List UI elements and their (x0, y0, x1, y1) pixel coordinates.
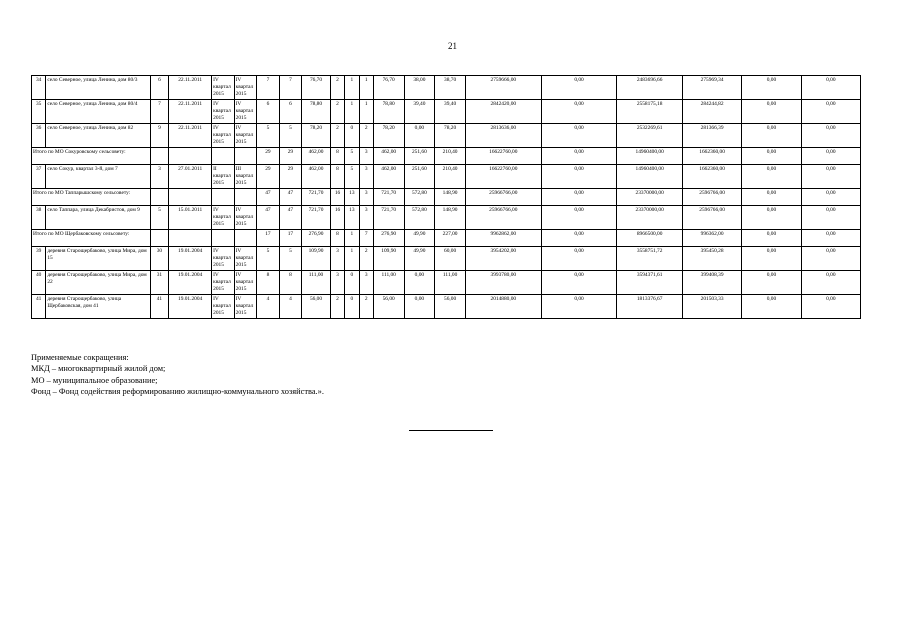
table-cell: 0,00 (742, 189, 801, 206)
table-cell: 0,00 (541, 271, 617, 295)
table-cell: 29 (257, 148, 280, 165)
table-cell: 23370000,00 (617, 189, 683, 206)
table-cell: 2 (359, 295, 373, 319)
table-cell: 0,00 (541, 100, 617, 124)
table-cell: 56,00 (302, 295, 331, 319)
empty-cell (212, 148, 235, 165)
table-cell: 60,00 (435, 247, 466, 271)
table-cell: 0,00 (801, 165, 860, 189)
table-cell: 8 (330, 165, 344, 189)
table-cell: 25966766,00 (465, 189, 541, 206)
table-cell: IV квартал 2015 (234, 124, 257, 148)
table-cell: 0,00 (801, 206, 860, 230)
table-cell: 1 (359, 100, 373, 124)
table-cell: 16 (330, 189, 344, 206)
row-number: 41 (32, 295, 46, 319)
table-cell: 0 (345, 124, 359, 148)
table-cell: 3 (359, 206, 373, 230)
address-cell: село Северное, улица Ленина, дом 80/4 (46, 100, 150, 124)
table-cell: 227,00 (435, 230, 466, 247)
table-cell: 111,00 (435, 271, 466, 295)
table-cell: 49,90 (404, 230, 435, 247)
row-number: 40 (32, 271, 46, 295)
table-cell: 996362,00 (682, 230, 741, 247)
table-cell: 251,60 (404, 165, 435, 189)
table-cell: 395450,28 (682, 247, 741, 271)
table-cell: IV квартал 2015 (212, 295, 235, 319)
table-cell: 30 (150, 247, 168, 271)
table-cell: 47 (257, 206, 280, 230)
table-cell: 38,70 (435, 76, 466, 100)
table-cell: 111,00 (373, 271, 404, 295)
table-cell: 721,70 (302, 206, 331, 230)
table-cell: 399408,39 (682, 271, 741, 295)
table-cell: 3993780,00 (465, 271, 541, 295)
empty-cell (169, 189, 212, 206)
table-cell: 276,90 (373, 230, 404, 247)
table-cell: 29 (279, 165, 302, 189)
table-cell: 0,00 (801, 271, 860, 295)
empty-cell (234, 189, 257, 206)
table-cell: 0,00 (541, 230, 617, 247)
table-cell: IV квартал 2015 (212, 100, 235, 124)
housing-program-table (31, 75, 861, 319)
table-cell: 0,00 (801, 295, 860, 319)
table-cell: 284244,82 (682, 100, 741, 124)
table-cell: 462,00 (302, 165, 331, 189)
table-cell: IV квартал 2015 (212, 247, 235, 271)
empty-cell (150, 148, 168, 165)
table-cell: 0,00 (742, 247, 801, 271)
table-cell: 19.01.2004 (169, 271, 212, 295)
table-cell: 109,90 (302, 247, 331, 271)
table-cell: 3558751,72 (617, 247, 683, 271)
table-cell: 0,00 (801, 189, 860, 206)
table-cell: 19.01.2004 (169, 295, 212, 319)
table-cell: 462,00 (373, 148, 404, 165)
table-cell: 2532269,61 (617, 124, 683, 148)
subtotal-row (32, 230, 861, 247)
table-cell: 39,40 (404, 100, 435, 124)
table-cell: 3 (150, 165, 168, 189)
table-cell: 8 (330, 230, 344, 247)
table-cell: 47 (279, 189, 302, 206)
table-cell: 5 (279, 247, 302, 271)
table-cell: 2596766,00 (682, 189, 741, 206)
table-cell: 1 (345, 230, 359, 247)
table-cell: 47 (257, 189, 280, 206)
table-cell: 49,90 (404, 247, 435, 271)
table-cell: 2596766,00 (682, 206, 741, 230)
subtotal-label: Итого по МО Таппарышскому сельсовету: (32, 189, 151, 206)
address-cell: село Северное, улица Ленина, дом 82 (46, 124, 150, 148)
table-cell: 0,00 (742, 100, 801, 124)
table-cell: 78,80 (373, 100, 404, 124)
table-cell: 25966766,00 (465, 206, 541, 230)
table-cell: 0 (345, 295, 359, 319)
table-cell: 76,70 (302, 76, 331, 100)
table-cell: 281366,39 (682, 124, 741, 148)
table-cell: 2 (330, 76, 344, 100)
table-cell: II квартал 2015 (212, 165, 235, 189)
table-row (32, 124, 861, 148)
table-cell: IV квартал 2015 (234, 76, 257, 100)
table-cell: 47 (279, 206, 302, 230)
table-cell: 572,80 (404, 189, 435, 206)
table-cell: 3954202,00 (465, 247, 541, 271)
empty-cell (169, 148, 212, 165)
table-cell: 6 (257, 100, 280, 124)
table-cell: 3 (359, 165, 373, 189)
table-cell: 1 (345, 100, 359, 124)
table-cell: 3 (330, 247, 344, 271)
table-cell: 0,00 (541, 247, 617, 271)
table-cell: 23370000,00 (617, 206, 683, 230)
table-row (32, 206, 861, 230)
table-cell: 572,80 (404, 206, 435, 230)
table-cell: 8 (279, 271, 302, 295)
table-cell: 2813636,00 (465, 124, 541, 148)
table-cell: 5 (257, 247, 280, 271)
table-cell: 148,90 (435, 189, 466, 206)
table-cell: 0,00 (742, 271, 801, 295)
table-cell: 9 (150, 124, 168, 148)
table-cell: 78,20 (373, 124, 404, 148)
table-row (32, 76, 861, 100)
table-cell: 0,00 (404, 271, 435, 295)
table-cell: 0,00 (541, 206, 617, 230)
table-cell: 0,00 (541, 76, 617, 100)
table-cell: 2483696,66 (617, 76, 683, 100)
table-cell: 1 (345, 247, 359, 271)
table-cell: 0,00 (541, 148, 617, 165)
table-cell: 13 (345, 206, 359, 230)
table-cell: 6 (279, 100, 302, 124)
table-cell: 56,00 (373, 295, 404, 319)
row-number: 38 (32, 206, 46, 230)
table-cell: 2014880,00 (465, 295, 541, 319)
table-cell: 1 (359, 76, 373, 100)
table-cell: 41 (150, 295, 168, 319)
table-cell: 78,20 (302, 124, 331, 148)
table-cell: 5 (150, 206, 168, 230)
table-cell: 462,00 (373, 165, 404, 189)
table-cell: 1662360,00 (682, 148, 741, 165)
table-cell: 8 (330, 148, 344, 165)
table-cell: 0,00 (801, 230, 860, 247)
table-cell: 6 (150, 76, 168, 100)
table-row (32, 295, 861, 319)
table-cell: 0,00 (801, 148, 860, 165)
subtotal-row (32, 148, 861, 165)
abbreviation-mkd: МКД – многоквартирный жилой дом; (31, 364, 166, 374)
address-cell: деревня Старощербаково, улица Мира, дом 22 (46, 271, 150, 295)
table-cell: 2 (359, 124, 373, 148)
table-cell: 17 (279, 230, 302, 247)
table-cell: 721,70 (373, 206, 404, 230)
table-cell: 3 (359, 148, 373, 165)
table-cell: 0,00 (742, 165, 801, 189)
table-cell: 0,00 (801, 76, 860, 100)
table-cell: 13 (345, 189, 359, 206)
table-cell: 78,20 (435, 124, 466, 148)
table-cell: 39,40 (435, 100, 466, 124)
table-cell: 22.11.2011 (169, 76, 212, 100)
table-cell: 27.01.2011 (169, 165, 212, 189)
table-cell: 16622760,00 (465, 148, 541, 165)
table-cell: 3 (359, 271, 373, 295)
table-cell: 2842420,00 (465, 100, 541, 124)
table-cell: 1 (345, 76, 359, 100)
empty-cell (234, 148, 257, 165)
empty-cell (150, 230, 168, 247)
table-cell: 0,00 (404, 295, 435, 319)
empty-cell (234, 230, 257, 247)
table-row (32, 271, 861, 295)
abbreviations-heading: Применяемые сокращения: (31, 353, 129, 362)
table-cell: 0,00 (541, 124, 617, 148)
table-cell: 22.11.2011 (169, 100, 212, 124)
table-cell: 0,00 (541, 165, 617, 189)
table-cell: IV квартал 2015 (212, 206, 235, 230)
table-cell: IV квартал 2015 (234, 271, 257, 295)
row-number: 35 (32, 100, 46, 124)
table-cell: IV квартал 2015 (212, 124, 235, 148)
table-cell: 0,00 (404, 124, 435, 148)
table-cell: 9962862,00 (465, 230, 541, 247)
table-cell: 29 (257, 165, 280, 189)
table-cell: 7 (150, 100, 168, 124)
subtotal-label: Итого по МО Сокуровскому сельсовету: (32, 148, 151, 165)
address-cell: деревня Старощербаково, улица Щербаковская, дом 41 (46, 295, 150, 319)
table-cell: 14960400,00 (617, 148, 683, 165)
table-cell: 17 (257, 230, 280, 247)
table-cell: 2759666,00 (465, 76, 541, 100)
table-cell: 4 (257, 295, 280, 319)
end-divider (409, 430, 493, 431)
table-cell: 0,00 (742, 206, 801, 230)
table-cell: 7 (359, 230, 373, 247)
table-cell: 2 (330, 100, 344, 124)
table-cell: III квартал 2015 (234, 165, 257, 189)
table-row (32, 100, 861, 124)
table-cell: 0,00 (742, 230, 801, 247)
table-cell: 19.01.2004 (169, 247, 212, 271)
table-cell: 7 (279, 76, 302, 100)
table-cell: IV квартал 2015 (212, 271, 235, 295)
table-cell: 2 (330, 295, 344, 319)
table-row (32, 165, 861, 189)
empty-cell (212, 189, 235, 206)
table-cell: 2558175,18 (617, 100, 683, 124)
table-cell: IV квартал 2015 (234, 100, 257, 124)
table-cell: 5 (279, 124, 302, 148)
table-cell: 109,90 (373, 247, 404, 271)
table-cell: 276,90 (302, 230, 331, 247)
table-cell: 111,00 (302, 271, 331, 295)
table-cell: 2 (359, 247, 373, 271)
abbreviation-mo: МО – муниципальное образование; (31, 375, 158, 385)
table-cell: 1813376,67 (617, 295, 683, 319)
table-cell: 3594371,61 (617, 271, 683, 295)
table-cell: 5 (257, 124, 280, 148)
table-cell: 148,90 (435, 206, 466, 230)
table-cell: 16 (330, 206, 344, 230)
empty-cell (150, 189, 168, 206)
table-cell: 0,00 (801, 124, 860, 148)
table-cell: 0,00 (801, 100, 860, 124)
abbreviations-note (31, 352, 324, 398)
table-cell: 5 (345, 165, 359, 189)
table-cell: 0,00 (742, 124, 801, 148)
table-cell: 462,00 (302, 148, 331, 165)
table-cell: 8966500,00 (617, 230, 683, 247)
table-cell: 721,70 (373, 189, 404, 206)
table-cell: 5 (345, 148, 359, 165)
table-cell: 251,60 (404, 148, 435, 165)
table-cell: 7 (257, 76, 280, 100)
table-cell: 56,00 (435, 295, 466, 319)
table-cell: 76,70 (373, 76, 404, 100)
table-cell: IV квартал 2015 (234, 206, 257, 230)
subtotal-row (32, 189, 861, 206)
table-cell: 275969,34 (682, 76, 741, 100)
table-cell: 0,00 (801, 247, 860, 271)
table-cell: 4 (279, 295, 302, 319)
row-number: 34 (32, 76, 46, 100)
table-cell: 0,00 (742, 148, 801, 165)
table-row (32, 247, 861, 271)
table-cell: IV квартал 2015 (212, 76, 235, 100)
page-number: 21 (448, 41, 457, 51)
table-cell: 0,00 (541, 295, 617, 319)
address-cell: село Таппара, улица Декабристов, дом 9 (46, 206, 150, 230)
table-cell: 2 (330, 124, 344, 148)
table-cell: 3 (330, 271, 344, 295)
table-cell: 0,00 (541, 189, 617, 206)
table-cell: 22.11.2011 (169, 124, 212, 148)
subtotal-label: Итого по МО Щербаковскому сельсовету: (32, 230, 151, 247)
table-cell: 16622760,00 (465, 165, 541, 189)
table-cell: 210,40 (435, 165, 466, 189)
table-cell: 8 (257, 271, 280, 295)
table-cell: 0,00 (742, 76, 801, 100)
table-cell: IV квартал 2015 (234, 295, 257, 319)
empty-cell (169, 230, 212, 247)
row-number: 39 (32, 247, 46, 271)
table-cell: 721,70 (302, 189, 331, 206)
table-cell: 15.01.2011 (169, 206, 212, 230)
table-cell: IV квартал 2015 (234, 247, 257, 271)
table-cell: 38,00 (404, 76, 435, 100)
table-cell: 0 (345, 271, 359, 295)
table-cell: 0,00 (742, 295, 801, 319)
table-cell: 201503,33 (682, 295, 741, 319)
address-cell: деревня Старощербаково, улица Мира, дом 15 (46, 247, 150, 271)
table-cell: 3 (359, 189, 373, 206)
row-number: 36 (32, 124, 46, 148)
table-cell: 78,80 (302, 100, 331, 124)
empty-cell (212, 230, 235, 247)
address-cell: село Северное, улица Ленина, дом 80/3 (46, 76, 150, 100)
row-number: 37 (32, 165, 46, 189)
table-cell: 29 (279, 148, 302, 165)
address-cell: село Сокур, квартал 3-й, дом 7 (46, 165, 150, 189)
table-cell: 31 (150, 271, 168, 295)
table-cell: 1662360,00 (682, 165, 741, 189)
table-cell: 14960400,00 (617, 165, 683, 189)
table-body (32, 76, 861, 319)
table-cell: 210,40 (435, 148, 466, 165)
abbreviation-fund: Фонд – Фонд содействия реформированию жилищно-коммунального хозяйства.». (31, 387, 324, 397)
